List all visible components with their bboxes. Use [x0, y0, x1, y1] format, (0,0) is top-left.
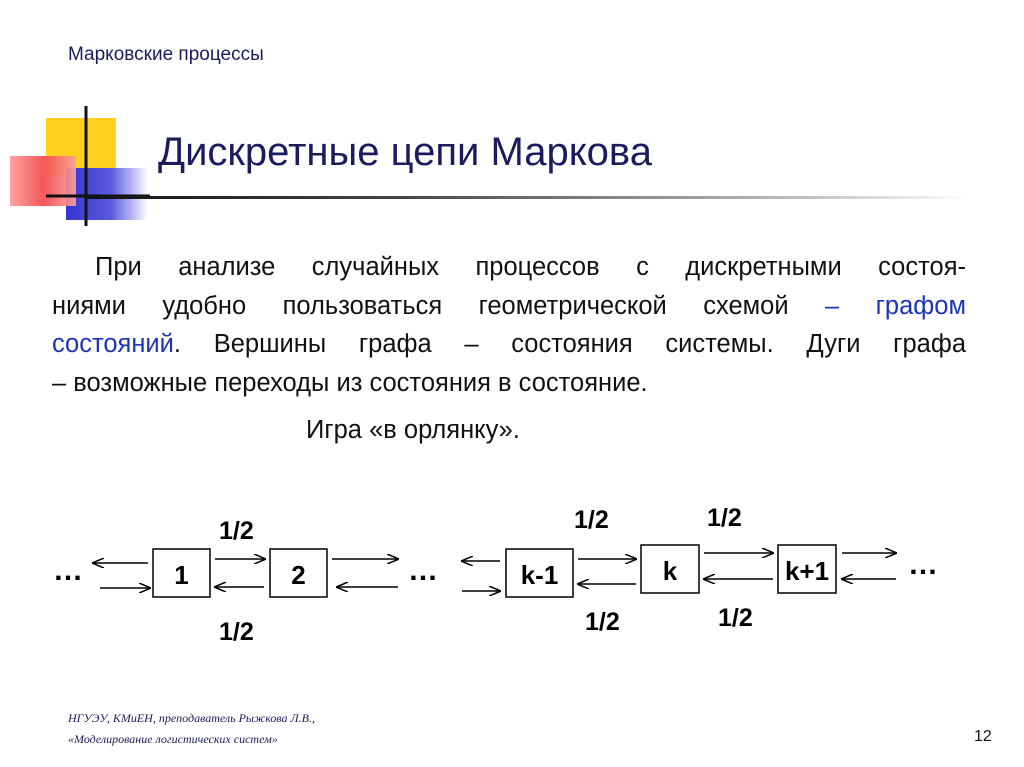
highlight-states-term: состояний: [52, 330, 174, 358]
state-label-k: k: [662, 556, 678, 586]
probability-label: 1/2: [219, 517, 254, 545]
decorative-squares: [10, 106, 150, 226]
diagram-subtitle: Игра «в орлянку».: [306, 416, 520, 444]
state-node-2: [270, 549, 327, 597]
ellipsis-left: …: [53, 554, 83, 587]
state-label-1: 1: [174, 560, 189, 590]
body-line-3: [52, 325, 966, 364]
ellipsis-right: …: [908, 548, 938, 581]
blue-square: [66, 168, 148, 220]
red-square: [10, 156, 76, 206]
footer: [68, 708, 315, 750]
probability-label: 1/2: [718, 604, 753, 632]
section-title: Марковские процессы: [68, 44, 264, 65]
slide-title: Дискретные цепи Маркова: [158, 130, 652, 174]
state-node-k-plus-1: [778, 545, 836, 593]
title-underline: [85, 196, 973, 199]
body-line-3-text: . Вершины графа – состояния системы. Дуги графа: [173, 330, 966, 358]
probability-label: 1/2: [574, 506, 609, 534]
state-label-k-minus-1: k-1: [520, 560, 559, 590]
body-line-2: [52, 287, 966, 326]
probability-label: 1/2: [707, 504, 742, 532]
body-line-1: При анализе случайных процессов с дискретными состоя-: [95, 253, 966, 281]
body-paragraph: [52, 248, 966, 402]
probability-label: 1/2: [585, 608, 620, 636]
state-node-k: [641, 545, 699, 593]
footer-author: НГУЭУ, КМиЕН, преподаватель Рыжкова Л.В.,: [68, 711, 315, 725]
probability-label: 1/2: [219, 618, 254, 646]
body-line-4: – возможные переходы из состояния в состояние.: [52, 368, 648, 397]
state-label-k-plus-1: k+1: [784, 556, 830, 586]
state-label-2: 2: [291, 560, 306, 590]
state-node-k-minus-1: [506, 549, 573, 597]
state-graph-diagram: [0, 490, 1024, 660]
highlight-graph-term: – графом: [825, 291, 966, 320]
footer-course: «Моделирование логистических систем»: [68, 732, 278, 746]
state-node-1: [153, 549, 210, 597]
body-line-2-text: ниями удобно пользоваться геометрической схемой: [52, 291, 826, 320]
ellipsis-middle: …: [408, 554, 438, 587]
page-number: 12: [974, 728, 992, 745]
